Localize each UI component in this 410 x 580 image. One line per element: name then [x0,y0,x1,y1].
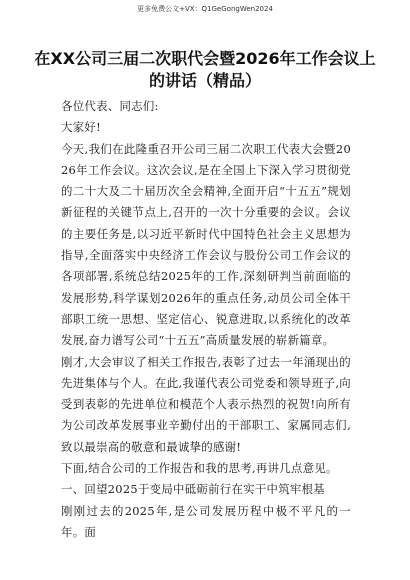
paragraph-transition: 下面,结合公司的工作报告和我的思考,再讲几点意见。 [61,461,338,476]
salutation: 各位代表、同志们: [61,99,159,113]
document-title: 在XX公司三届二次职代会暨2026年工作会议上的讲话（精品） [34,49,376,90]
document-body [61,96,351,543]
greeting: 大家好! [61,120,101,135]
paragraph-opening: 今天,我们在此隆重召开公司三届二次职工代表大会暨2026年工作会议。这次会议,是在全国上下深入学习贯彻党的二十大及二十届历次全会精神,全面开启“十五五”规划新征程的关键节点上,召开的一次十分重要的会议。会议的主要任务是,以习近平新时代中国特色社会主义思想为指导,全面落实中央经济工作会议与股份公司工作会议的各项部署,系统总结2025年的工作,深刻研判当前面临的发展形势,科学谋划2026年的重点任务,动员公司全体干部职工统一思想、坚定信心、锐意进取,以系统化的改革发展,奋力谱写公司“十五五”高质量发展的崭新篇章。 [61,141,351,348]
section-heading-1: 一、回望2025于变局中砥砺前行在实干中筑牢根基 [61,482,326,497]
paragraph-thanks: 刚才,大会审议了相关工作报告,表彰了过去一年涌现出的先进集体与个人。在此,我谨代表公司党委和领导班子,向受到表彰的先进单位和模范个人表示热烈的祝贺!向所有为公司改革发展事业辛勤付出的干部职工、家属同志们,致以最崇高的敬意和最诚挚的感谢! [61,354,351,454]
header-note: 更多免费公文+VX：Q1GeGongWen2024 [137,5,273,13]
paragraph-review: 刚刚过去的2025年,是公司发展历程中极不平凡的一年。面 [61,503,351,539]
